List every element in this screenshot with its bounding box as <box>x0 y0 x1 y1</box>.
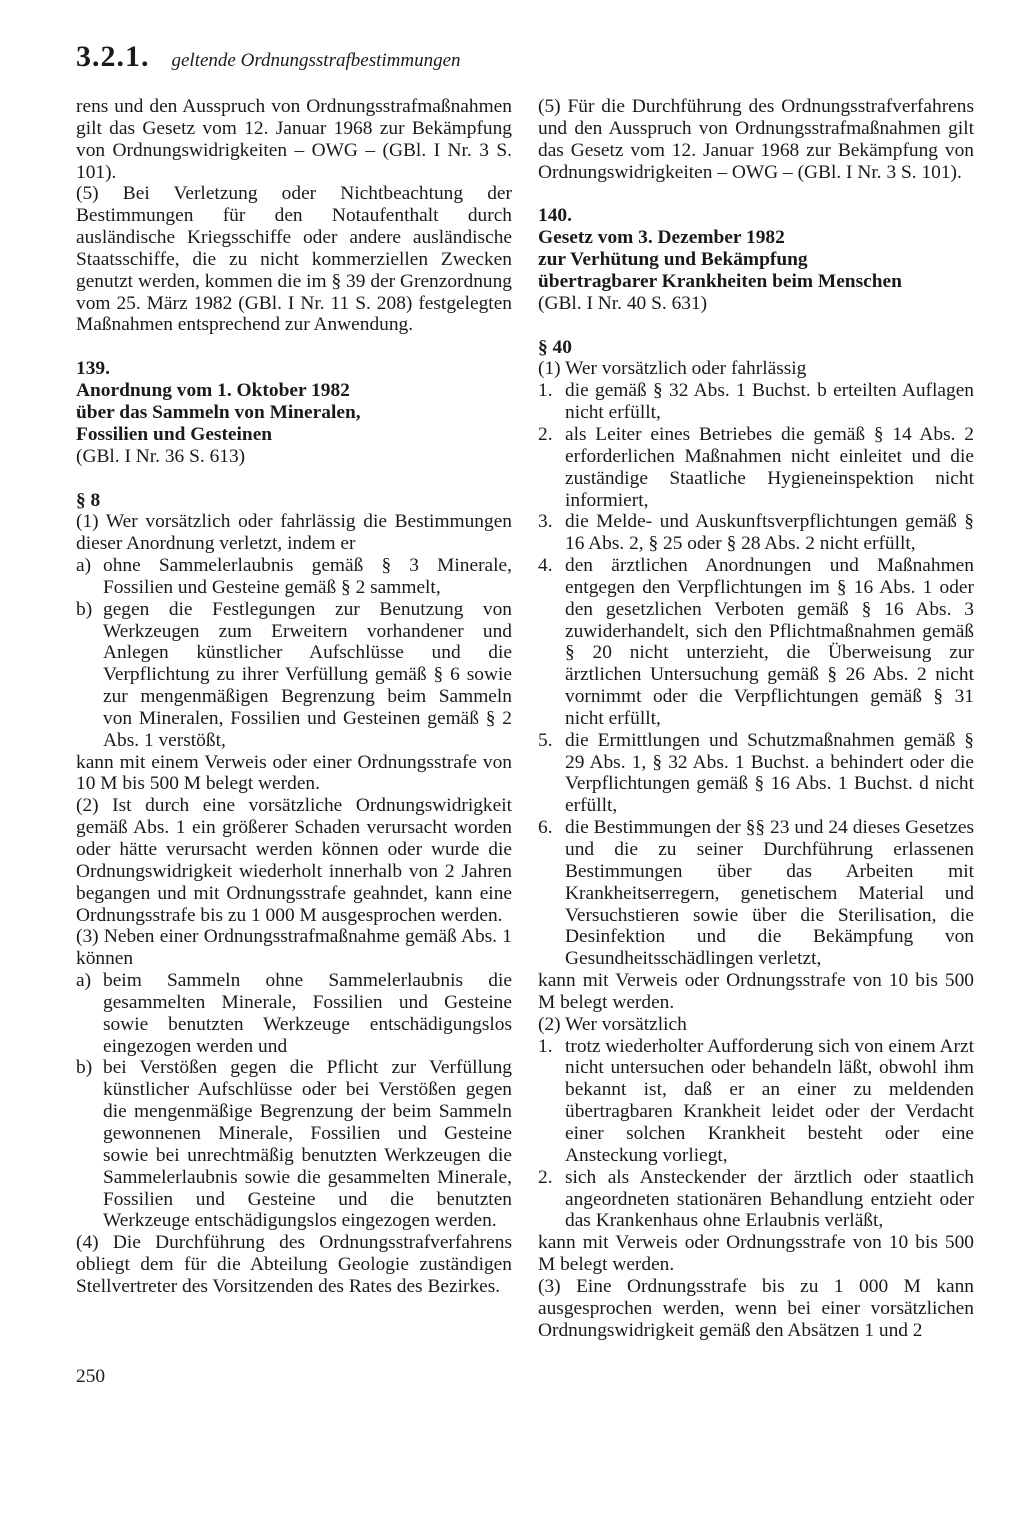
list-item-text: gegen die Festlegungen zur Benutzung von Werkzeugen zum Erweitern vorhandener und Anlegen künstlicher Aufschlüsse und die Verpflichtung zu ihrer Verfüllung gemäß § 6 sowie zur mengenmäßigen Begrenzung beim Sammeln von Mineralen, Fossilien und Gesteinen gemäß § 2 Abs. 1 verstößt, <box>103 598 512 751</box>
penalty-clause: kann mit einem Verweis oder einer Ordnungsstrafe von 10 M bis 500 M belegt werden. <box>76 751 512 795</box>
list-item-text: bei Verstößen gegen die Pflicht zur Verfüllung künstlicher Aufschlüsse oder bei Verstößen gegen die mengenmäßige Begrenzung der beim Sammeln gewonnenen Minerale, Fossilien und Gesteine sowie bei unrechtmäßig benutzten Werkzeugen die Sammelerlaubnis sowie die gesammelten Minerale, Fossilien und Gesteine und die benutzten Werkzeuge entschädigungslos eingezogen werden. <box>103 1057 512 1232</box>
list-item-text: trotz wiederholter Aufforderung sich von einem Arzt nicht untersuchen oder behandeln läßt, obwohl ihm bekannt ist, daß er an einer zu meldenden übertragbaren Krankheit leidet oder der Verdacht einer solchen Krankheit besteht oder eine Ansteckung vorliegt, <box>565 1035 974 1166</box>
list-item-text: den ärztlichen Anordnungen und Maßnahmen entgegen den Verpflichtungen im § 16 Abs. 1 oder den gesetzlichen Verboten gemäß § 16 Abs. 3 zuwiderhandelt, sich den Pflichtmaßnahmen gemäß § 20 nicht unterzieht, die Überweisung zur ärztlichen Untersuchung gemäß § 26 Abs. 2 nicht vornimmt oder die Verpflichtungen gemäß § 31 nicht erfüllt, <box>565 555 974 729</box>
penalty-clause: kann mit Verweis oder Ordnungsstrafe von 10 bis 500 M belegt werden. <box>538 1232 974 1276</box>
entry-title-140-line2: zur Verhütung und Bekämpfung <box>538 249 808 271</box>
paragraph-abs5: (5) Bei Verletzung oder Nichtbeachtung der Bestimmungen für den Notaufenthalt durch ausländische Kriegsschiffe oder andere ausländische Staatsschiffe, die zu nicht kommerziellen Zwecken genutzt werden, kommen die im § 39 der Grenzordnung vom 25. März 1982 (GBl. I Nr. 11 S. 208) festgelegten Maßnahmen entsprechend zur Anwendung. <box>76 183 512 336</box>
list-item <box>76 1057 512 1232</box>
list-item <box>538 380 974 424</box>
paragraph-abs3: (3) Eine Ordnungsstrafe bis zu 1 000 M kann ausgesprochen werden, wenn bei einer vorsätzlichen Ordnungswidrigkeit gemäß den Absätzen 1 und 2 <box>538 1275 974 1341</box>
paragraph-abs1: (1) Wer vorsätzlich oder fahrlässig die Bestimmungen dieser Anordnung verletzt, indem er <box>76 511 512 555</box>
list-item-text: die gemäß § 32 Abs. 1 Buchst. b erteilten Auflagen nicht erfüllt, <box>565 380 974 424</box>
list-item <box>76 599 512 752</box>
entry-title-139-line2: über das Sammeln von Mineralen, <box>76 401 361 423</box>
list-marker: 4. <box>538 555 553 577</box>
list-item-text: als Leiter eines Betriebes die gemäß § 14 Abs. 2 erforderlichen Maßnahmen nicht einleitet und die zuständige Staatliche Hygieneinspektion nicht informiert, <box>565 423 974 511</box>
list-item <box>76 555 512 599</box>
paragraph-abs4: (4) Die Durchführung des Ordnungsstrafverfahrens obliegt dem für die Abteilung Geologie zuständigen Stellvertreter des Vorsitzenden des Rates des Bezirkes. <box>76 1232 512 1297</box>
list-item <box>538 817 974 970</box>
right-column <box>538 96 974 1341</box>
list-item-text: beim Sammeln ohne Sammelerlaubnis die gesammelten Minerale, Fossilien und Gesteine sowie benutzten Werkzeuge entschädigungslos eingezogen werden und <box>103 970 512 1057</box>
paragraph-abs3: (3) Neben einer Ordnungsstrafmaßnahme gemäß Abs. 1 können <box>76 926 512 970</box>
list-marker: a) <box>76 555 92 577</box>
list-item <box>538 511 974 555</box>
running-header <box>76 40 461 74</box>
list-item-text: die Melde- und Auskunftsverpflichtungen gemäß § 16 Abs. 2, § 25 oder § 28 Abs. 2 nicht erfüllt, <box>565 511 974 555</box>
entry-number-139: 139. <box>76 358 110 380</box>
list-item-text: die Ermittlungen und Schutzmaßnahmen gemäß § 29 Abs. 1, § 32 Abs. 1 Buchst. a behindert oder die Verpflichtungen gemäß § 16 Abs. 1 Buchst. d nicht erfüllt, <box>565 729 974 817</box>
entry-title-140-line3: übertragbarer Krankheiten beim Menschen <box>538 270 902 292</box>
entry-title-139-line3: Fossilien und Gesteinen <box>76 423 273 445</box>
entry-title-139-line1: Anordnung vom 1. Oktober 1982 <box>76 380 350 402</box>
list-item <box>538 730 974 817</box>
page-number: 250 <box>76 1366 106 1387</box>
list-marker: 6. <box>538 817 553 839</box>
entry-title-140-line1: Gesetz vom 3. Dezember 1982 <box>538 227 785 249</box>
list-marker: 5. <box>538 729 553 751</box>
penalty-clause: kann mit Verweis oder Ordnungsstrafe von 10 bis 500 M belegt werden. <box>538 970 974 1013</box>
list-marker: 1. <box>538 1035 553 1057</box>
list-marker: 1. <box>538 380 553 402</box>
paragraph-abs1: (1) Wer vorsätzlich oder fahrlässig <box>538 358 807 380</box>
list-item <box>538 1167 974 1233</box>
entry-ref-139: (GBl. I Nr. 36 S. 613) <box>76 445 246 467</box>
list-item-text: sich als Ansteckender der ärztlich oder staatlich angeordneten stationären Behandlung entzieht oder das Krankenhaus ohne Erlaubnis verläßt, <box>565 1166 974 1232</box>
entry-ref-140: (GBl. I Nr. 40 S. 631) <box>538 292 708 314</box>
list-item-text: ohne Sammelerlaubnis gemäß § 3 Minerale, Fossilien und Gesteine gemäß § 2 sammelt, <box>103 555 512 598</box>
entry-number-140: 140. <box>538 205 572 227</box>
section-title: geltende Ordnungsstrafbestimmungen <box>171 50 461 71</box>
left-column <box>76 96 512 1298</box>
list-marker: b) <box>76 1057 93 1079</box>
list-item <box>538 1036 974 1167</box>
section-heading-8: § 8 <box>76 489 101 511</box>
paragraph-abs5: (5) Für die Durchführung des Ordnungsstrafverfahrens und den Ausspruch von Ordnungsstrafmaßnahmen gilt das Gesetz vom 12. Januar 1968 zur Bekämpfung von Ordnungswidrigkeiten – OWG – (GBl. I Nr. 3 S. 101). <box>538 96 974 183</box>
list-marker: 2. <box>538 1166 553 1188</box>
paragraph-continuation: rens und den Ausspruch von Ordnungsstrafmaßnahmen gilt das Gesetz vom 12. Januar 1968 zur Bekämpfung von Ordnungswidrigkeiten – OWG – (GBl. I Nr. 3 S. 101). <box>76 96 512 183</box>
section-number: 3.2.1. <box>76 40 150 73</box>
list-item-text: die Bestimmungen der §§ 23 und 24 dieses Gesetzes und die zu seiner Durchführung erlassenen Bestimmungen über das Arbeiten mit Krankheitserregern, genetischem Material und Versuchstieren sowie über die Sterilisation, die Desinfektion und die Bekämpfung von Gesundheitsschädlingen verletzt, <box>565 817 974 970</box>
list-marker: b) <box>76 598 93 620</box>
list-item <box>538 555 974 730</box>
list-item <box>76 970 512 1057</box>
list-item <box>538 424 974 511</box>
section-heading-40: § 40 <box>538 336 572 358</box>
paragraph-abs2: (2) Ist durch eine vorsätzliche Ordnungswidrigkeit gemäß Abs. 1 ein größerer Schaden verursacht worden oder hätte verursacht werden können oder wurde die Ordnungswidrigkeit wiederholt innerhalb von 2 Jahren begangen und mit Ordnungsstrafe geahndet, kann eine Ordnungsstrafe bis zu 1 000 M ausgesprochen werden. <box>76 795 512 926</box>
list-marker: a) <box>76 970 92 992</box>
paragraph-abs2: (2) Wer vorsätzlich <box>538 1013 687 1035</box>
list-marker: 2. <box>538 423 553 445</box>
list-marker: 3. <box>538 511 553 533</box>
